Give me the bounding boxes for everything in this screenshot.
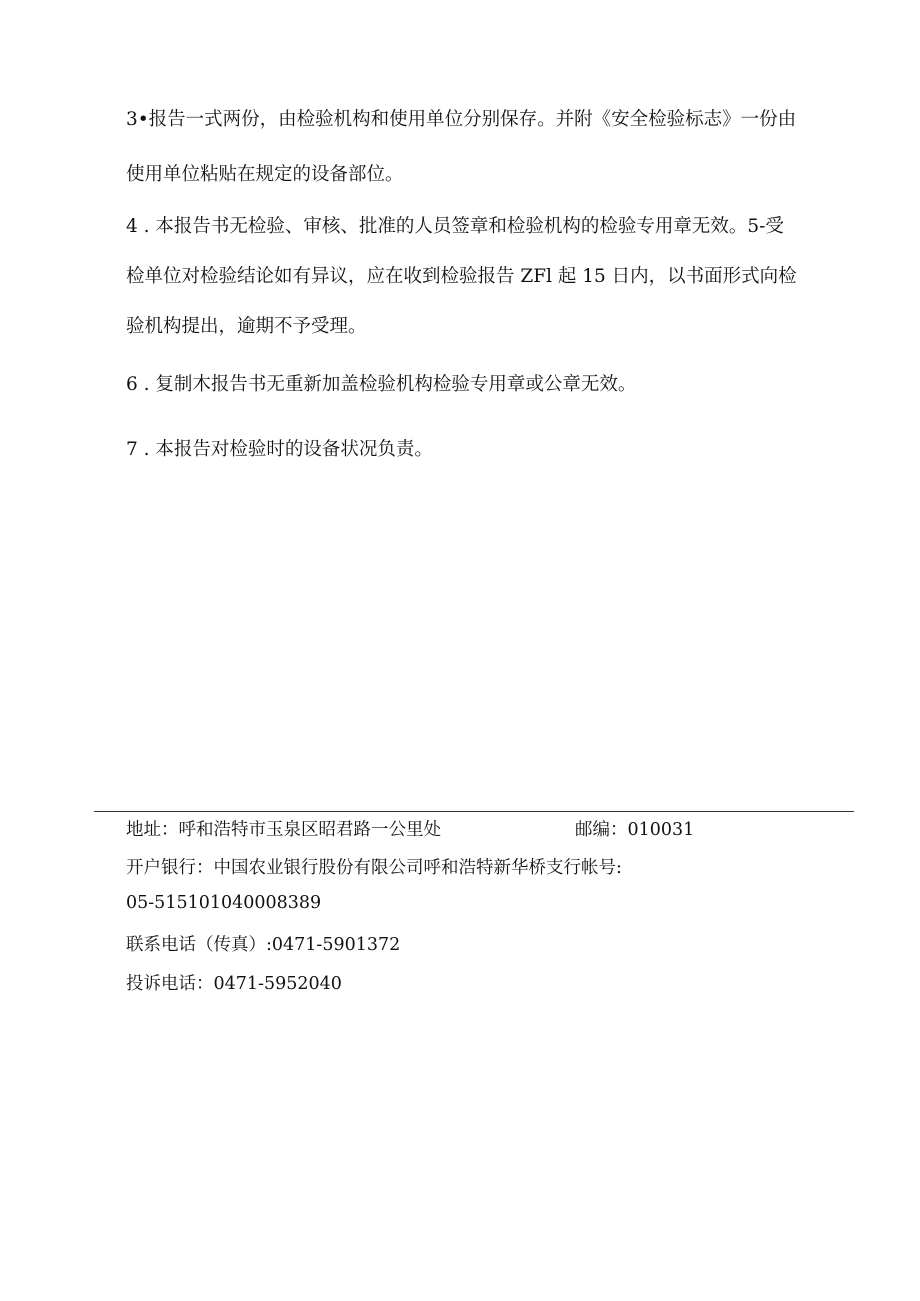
note-3-line-1: 3•报告一式两份，由检验机构和使用单位分别保存。并附《安全检验标志》一份由	[126, 109, 797, 130]
note-5-line-2: 验机构提出，逾期不予受理。	[126, 316, 367, 337]
note-3-line-2: 使用单位粘贴在规定的设备部位。	[126, 164, 404, 185]
note-4-line-1: 4 . 本报告书无检验、审核、批准的人员签章和检验机构的检验专用章无效。5-受	[126, 216, 784, 237]
footer-phone-fax: 联系电话（传真）:0471-5901372	[126, 935, 401, 955]
note-6: 6 . 复制木报告书无重新加盖检验机构检验专用章或公章无效。	[126, 374, 637, 395]
note-5-line-1: 检单位对检验结论如有异议，应在收到检验报告 ZFl 起 15 日内，以书面形式向检	[126, 266, 797, 287]
note-7: 7 . 本报告对检验时的设备状况负责。	[126, 439, 433, 460]
footer-divider	[94, 811, 854, 812]
footer-account: 05-515101040008389	[126, 893, 322, 913]
footer-address: 地址：呼和浩特市玉泉区昭君路一公里处	[126, 820, 441, 840]
footer-postcode: 邮编：010031	[575, 820, 695, 840]
footer-complaint-phone: 投诉电话：0471-5952040	[126, 974, 342, 994]
footer-bank: 开户银行：中国农业银行股份有限公司呼和浩特新华桥支行帐号:	[126, 858, 622, 878]
